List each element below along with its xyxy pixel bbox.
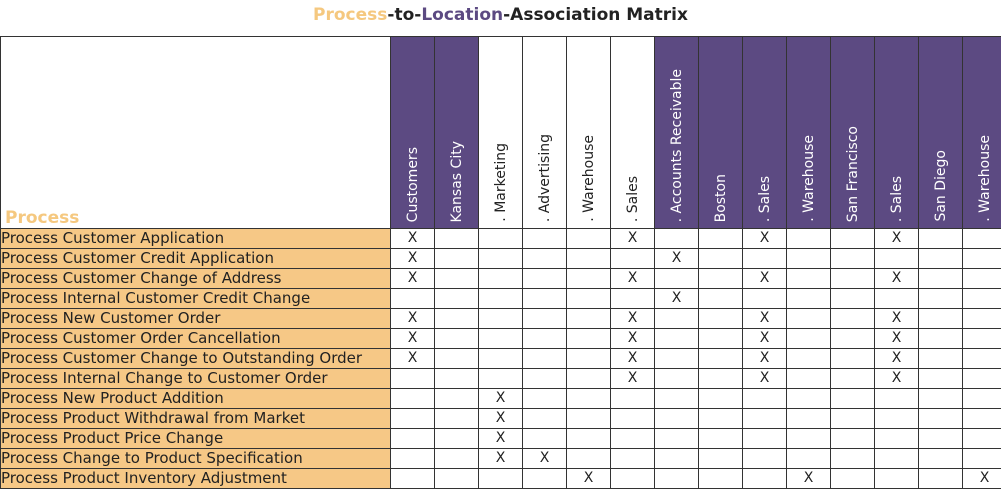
association-cell — [523, 229, 567, 249]
association-cell — [699, 229, 743, 249]
association-cell — [963, 269, 1001, 289]
location-label: San Diego — [932, 150, 949, 222]
location-header-6 — [655, 37, 699, 229]
association-cell — [391, 469, 435, 489]
association-cell — [435, 469, 479, 489]
association-cell: X — [743, 229, 787, 249]
location-label: . Sales — [888, 175, 905, 222]
association-cell — [919, 249, 963, 269]
association-cell — [787, 389, 831, 409]
process-name-cell: Process New Customer Order — [1, 309, 391, 329]
association-cell — [523, 309, 567, 329]
table-row — [1, 249, 1001, 269]
association-cell — [699, 369, 743, 389]
association-cell — [875, 449, 919, 469]
association-cell: X — [391, 309, 435, 329]
association-cell — [831, 309, 875, 329]
association-cell — [831, 229, 875, 249]
table-row — [1, 269, 1001, 289]
association-cell: X — [743, 349, 787, 369]
association-cell — [787, 249, 831, 269]
association-cell — [875, 249, 919, 269]
association-cell — [963, 369, 1001, 389]
association-cell — [655, 309, 699, 329]
location-label: San Francisco — [844, 125, 861, 222]
association-cell — [787, 409, 831, 429]
association-cell — [391, 409, 435, 429]
association-cell — [831, 249, 875, 269]
association-cell — [479, 329, 523, 349]
association-cell — [699, 449, 743, 469]
process-name-cell: Process New Product Addition — [1, 389, 391, 409]
association-cell — [655, 329, 699, 349]
association-cell: X — [743, 369, 787, 389]
association-cell — [787, 329, 831, 349]
association-cell — [435, 289, 479, 309]
association-cell — [699, 249, 743, 269]
association-cell — [391, 289, 435, 309]
association-cell — [743, 289, 787, 309]
association-cell — [787, 229, 831, 249]
association-cell: X — [743, 309, 787, 329]
association-cell — [611, 289, 655, 309]
association-cell — [919, 309, 963, 329]
association-cell: X — [479, 429, 523, 449]
process-name-cell: Process Internal Change to Customer Order — [1, 369, 391, 389]
location-label: . Sales — [756, 175, 773, 222]
association-cell — [523, 389, 567, 409]
association-cell — [963, 249, 1001, 269]
association-cell — [655, 429, 699, 449]
process-name-cell: Process Customer Order Cancellation — [1, 329, 391, 349]
association-cell — [435, 449, 479, 469]
title-process: Process — [313, 5, 388, 25]
association-cell: X — [611, 269, 655, 289]
association-cell — [963, 229, 1001, 249]
association-cell — [567, 229, 611, 249]
location-header-4 — [567, 37, 611, 229]
association-cell — [875, 409, 919, 429]
location-header-11 — [875, 37, 919, 229]
association-cell — [875, 289, 919, 309]
table-row — [1, 449, 1001, 469]
association-cell — [875, 429, 919, 449]
association-cell: X — [875, 349, 919, 369]
process-name-cell: Process Customer Credit Application — [1, 249, 391, 269]
association-cell — [523, 369, 567, 389]
process-name-cell: Process Customer Change to Outstanding Order — [1, 349, 391, 369]
association-cell — [523, 249, 567, 269]
location-label: . Sales — [624, 175, 641, 222]
association-cell — [391, 429, 435, 449]
association-cell — [611, 409, 655, 429]
association-cell — [743, 449, 787, 469]
location-label: . Warehouse — [976, 135, 993, 222]
association-cell — [963, 309, 1001, 329]
association-cell — [963, 329, 1001, 349]
association-cell — [831, 389, 875, 409]
association-cell — [919, 269, 963, 289]
association-cell — [435, 429, 479, 449]
location-header-10 — [831, 37, 875, 229]
association-cell — [787, 369, 831, 389]
association-cell — [611, 449, 655, 469]
association-matrix — [0, 36, 1001, 489]
association-cell — [567, 449, 611, 469]
location-label: Kansas City — [448, 140, 465, 222]
location-label: . Warehouse — [580, 135, 597, 222]
table-row — [1, 309, 1001, 329]
process-header-label: Process — [1, 208, 390, 228]
association-cell: X — [875, 309, 919, 329]
process-name-cell: Process Product Inventory Adjustment — [1, 469, 391, 489]
association-cell — [831, 349, 875, 369]
location-header-9 — [787, 37, 831, 229]
association-cell — [919, 229, 963, 249]
association-cell — [831, 329, 875, 349]
association-cell — [919, 449, 963, 469]
association-cell — [391, 369, 435, 389]
association-cell: X — [743, 329, 787, 349]
association-cell — [699, 389, 743, 409]
association-cell — [567, 349, 611, 369]
association-cell — [567, 409, 611, 429]
association-cell — [567, 249, 611, 269]
association-cell — [743, 249, 787, 269]
association-cell: X — [391, 349, 435, 369]
association-cell — [919, 409, 963, 429]
association-cell — [479, 349, 523, 369]
table-row — [1, 409, 1001, 429]
association-cell — [831, 449, 875, 469]
association-cell — [479, 249, 523, 269]
association-cell — [699, 269, 743, 289]
association-cell: X — [391, 269, 435, 289]
location-header-0 — [391, 37, 435, 229]
table-row — [1, 369, 1001, 389]
association-cell — [567, 269, 611, 289]
association-cell: X — [567, 469, 611, 489]
page-title — [0, 2, 1001, 28]
association-cell — [523, 289, 567, 309]
association-cell — [567, 329, 611, 349]
association-cell — [919, 429, 963, 449]
association-cell — [567, 289, 611, 309]
association-cell: X — [611, 229, 655, 249]
association-cell: X — [479, 449, 523, 469]
matrix-body — [1, 229, 1001, 489]
association-cell: X — [743, 269, 787, 289]
location-label: Boston — [712, 173, 729, 222]
association-cell — [875, 469, 919, 489]
association-cell — [963, 449, 1001, 469]
association-cell — [479, 369, 523, 389]
location-header-2 — [479, 37, 523, 229]
table-row — [1, 349, 1001, 369]
association-cell — [435, 229, 479, 249]
process-name-cell: Process Customer Application — [1, 229, 391, 249]
association-cell — [963, 289, 1001, 309]
title-sep-2: -Association Matrix — [503, 5, 688, 25]
location-header-1 — [435, 37, 479, 229]
title-location: Location — [421, 5, 504, 25]
association-cell — [567, 369, 611, 389]
association-cell — [699, 469, 743, 489]
association-cell — [919, 289, 963, 309]
header-row — [1, 37, 1001, 229]
process-name-cell: Process Product Withdrawal from Market — [1, 409, 391, 429]
association-cell — [479, 289, 523, 309]
association-cell — [611, 469, 655, 489]
association-cell — [567, 389, 611, 409]
process-name-cell: Process Internal Customer Credit Change — [1, 289, 391, 309]
association-cell — [435, 309, 479, 329]
association-cell — [655, 389, 699, 409]
location-label: . Marketing — [492, 143, 509, 222]
association-cell — [435, 349, 479, 369]
association-cell — [523, 349, 567, 369]
association-cell — [743, 389, 787, 409]
table-row — [1, 289, 1001, 309]
association-cell: X — [391, 249, 435, 269]
association-cell — [831, 269, 875, 289]
association-cell — [787, 349, 831, 369]
association-cell: X — [875, 229, 919, 249]
association-cell — [479, 309, 523, 329]
association-cell: X — [963, 469, 1001, 489]
association-cell — [831, 429, 875, 449]
association-cell — [699, 309, 743, 329]
location-label: . Accounts Receivable — [668, 68, 685, 222]
association-cell — [743, 429, 787, 449]
association-cell — [479, 469, 523, 489]
association-cell — [655, 409, 699, 429]
association-cell: X — [611, 369, 655, 389]
association-cell: X — [611, 329, 655, 349]
table-row — [1, 389, 1001, 409]
association-cell — [787, 289, 831, 309]
association-cell: X — [391, 229, 435, 249]
association-cell — [743, 409, 787, 429]
association-cell — [655, 449, 699, 469]
association-cell — [655, 369, 699, 389]
association-cell: X — [875, 269, 919, 289]
association-cell — [875, 389, 919, 409]
association-cell: X — [655, 289, 699, 309]
location-header-7 — [699, 37, 743, 229]
association-cell — [523, 269, 567, 289]
association-cell — [611, 429, 655, 449]
table-row — [1, 329, 1001, 349]
association-cell — [567, 309, 611, 329]
association-cell — [963, 349, 1001, 369]
association-cell — [831, 289, 875, 309]
association-cell — [919, 329, 963, 349]
association-cell — [787, 269, 831, 289]
location-label: . Advertising — [536, 133, 553, 222]
process-name-cell: Process Change to Product Specification — [1, 449, 391, 469]
location-header-8 — [743, 37, 787, 229]
association-cell — [699, 409, 743, 429]
association-cell — [523, 409, 567, 429]
location-label: . Warehouse — [800, 135, 817, 222]
association-cell — [655, 349, 699, 369]
association-cell — [831, 469, 875, 489]
association-cell — [787, 429, 831, 449]
association-cell — [919, 349, 963, 369]
location-header-13 — [963, 37, 1001, 229]
association-cell: X — [875, 329, 919, 349]
process-name-cell: Process Customer Change of Address — [1, 269, 391, 289]
association-cell — [523, 469, 567, 489]
association-cell — [919, 369, 963, 389]
association-cell — [963, 409, 1001, 429]
association-cell — [523, 429, 567, 449]
association-cell — [479, 269, 523, 289]
association-cell — [963, 429, 1001, 449]
association-cell — [523, 329, 567, 349]
location-label: Customers — [404, 146, 421, 222]
association-cell — [655, 269, 699, 289]
association-cell — [919, 469, 963, 489]
association-cell: X — [787, 469, 831, 489]
association-cell — [655, 469, 699, 489]
association-cell — [787, 309, 831, 329]
location-header-3 — [523, 37, 567, 229]
table-row — [1, 229, 1001, 249]
location-header-5 — [611, 37, 655, 229]
association-cell — [699, 289, 743, 309]
association-cell: X — [611, 309, 655, 329]
process-header-cell — [1, 37, 391, 229]
association-cell: X — [875, 369, 919, 389]
association-cell — [611, 389, 655, 409]
location-header-12 — [919, 37, 963, 229]
association-cell — [699, 429, 743, 449]
association-cell — [699, 349, 743, 369]
association-cell — [435, 369, 479, 389]
association-cell — [611, 249, 655, 269]
association-cell — [391, 449, 435, 469]
association-cell — [435, 269, 479, 289]
association-cell — [831, 409, 875, 429]
association-cell: X — [391, 329, 435, 349]
table-row — [1, 429, 1001, 449]
association-cell — [655, 229, 699, 249]
title-sep-1: -to- — [387, 5, 422, 25]
association-cell: X — [523, 449, 567, 469]
association-cell — [391, 389, 435, 409]
association-cell: X — [479, 409, 523, 429]
association-cell — [435, 389, 479, 409]
association-cell: X — [655, 249, 699, 269]
association-cell — [435, 329, 479, 349]
association-cell — [435, 409, 479, 429]
association-cell — [919, 389, 963, 409]
association-cell — [567, 429, 611, 449]
association-cell — [743, 469, 787, 489]
association-cell — [699, 329, 743, 349]
association-cell — [963, 389, 1001, 409]
table-row — [1, 469, 1001, 489]
association-cell — [479, 229, 523, 249]
association-cell — [435, 249, 479, 269]
association-cell: X — [611, 349, 655, 369]
association-cell — [831, 369, 875, 389]
association-cell: X — [479, 389, 523, 409]
process-name-cell: Process Product Price Change — [1, 429, 391, 449]
association-cell — [787, 449, 831, 469]
